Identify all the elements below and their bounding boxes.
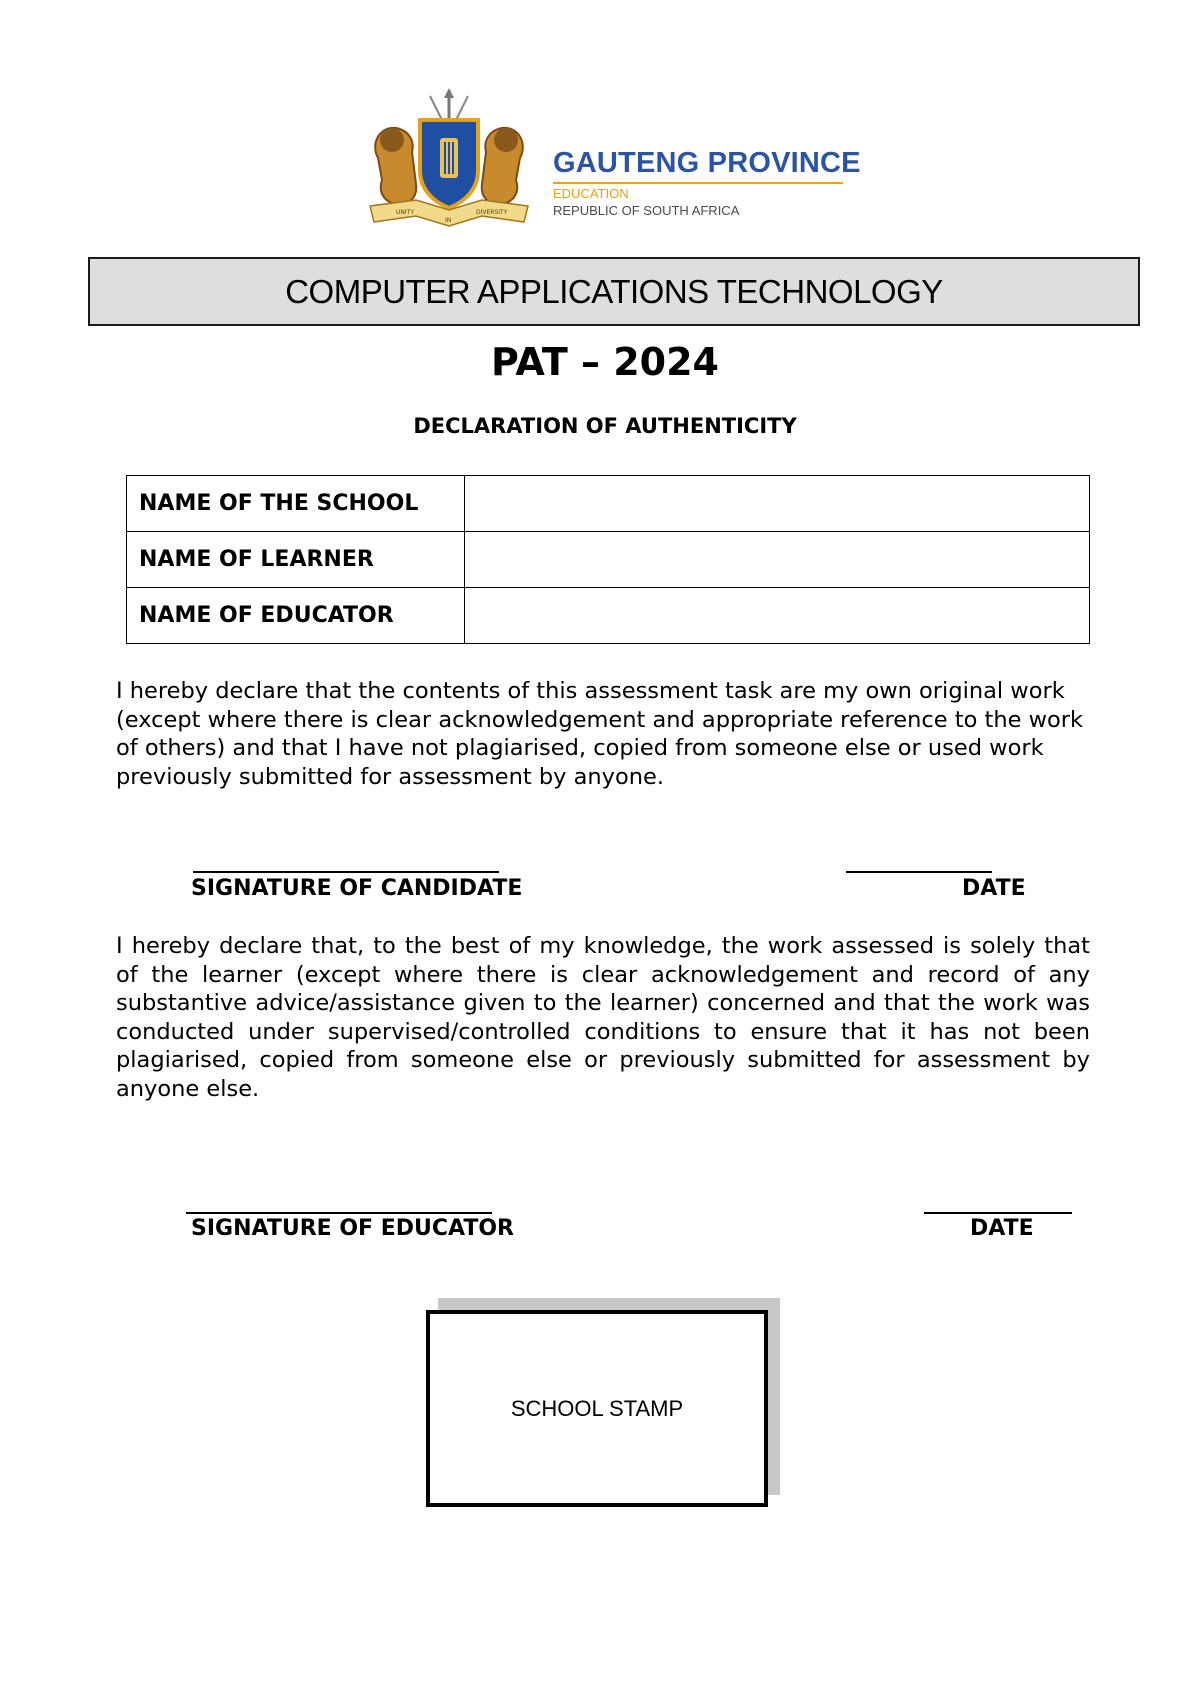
page-title: PAT – 2024	[491, 340, 719, 384]
logo-title: GAUTENG PROVINCE	[553, 147, 861, 179]
candidate-signature-label: SIGNATURE OF CANDIDATE	[191, 876, 523, 901]
table-row	[127, 588, 1090, 644]
school-name-field[interactable]	[465, 476, 1090, 532]
educator-date-label: DATE	[970, 1216, 1034, 1241]
declaration-heading: DECLARATION OF AUTHENTICITY	[413, 414, 797, 438]
candidate-date-label: DATE	[962, 876, 1026, 901]
educator-declaration-text: I hereby declare that, to the best of my knowledge, the work assessed is solely that of the learner (except where there is clear acknowledgement and record of any substantive advice/assistance given to the learner) concerned and that the work was conducted under supervised/controlled conditions to ensure that it has not been plagiarised, copied from someone else or previously submitted for assessment by anyone else.	[116, 933, 1090, 1102]
subject-banner	[88, 257, 1140, 326]
learner-name-label: NAME OF LEARNER	[127, 532, 465, 588]
educator-signature-line[interactable]	[186, 1212, 492, 1214]
school-name-label: NAME OF THE SCHOOL	[127, 476, 465, 532]
logo-subtitle-education: EDUCATION	[553, 186, 629, 201]
info-table	[126, 475, 1090, 644]
educator-name-field[interactable]	[465, 588, 1090, 644]
candidate-signature-line[interactable]	[193, 871, 499, 873]
logo-underline	[553, 182, 843, 184]
educator-name-label: NAME OF EDUCATOR	[127, 588, 465, 644]
candidate-declaration-text: I hereby declare that the contents of this assessment task are my own original work (except where there is clear acknowledgement and appropriate reference to the work of others) and that I have not plagiarised, copied from someone else or used work previously submitted for assessment by anyone.	[116, 678, 1084, 790]
school-stamp-label: SCHOOL STAMP	[510, 1395, 684, 1421]
table-row	[127, 476, 1090, 532]
educator-signature-label: SIGNATURE OF EDUCATOR	[191, 1216, 514, 1241]
crest-motto-center: IN	[445, 217, 452, 224]
candidate-date-line[interactable]	[846, 871, 992, 873]
gauteng-crest-logo	[360, 88, 538, 228]
subject-title: COMPUTER APPLICATIONS TECHNOLOGY	[285, 272, 943, 310]
logo-subtitle-country: REPUBLIC OF SOUTH AFRICA	[553, 203, 740, 218]
educator-date-line[interactable]	[924, 1212, 1072, 1214]
school-stamp-box	[426, 1310, 768, 1507]
learner-name-field[interactable]	[465, 532, 1090, 588]
crest-motto-right: DIVERSITY	[476, 209, 508, 216]
crest-motto-left: UNITY	[396, 209, 414, 216]
table-row	[127, 532, 1090, 588]
